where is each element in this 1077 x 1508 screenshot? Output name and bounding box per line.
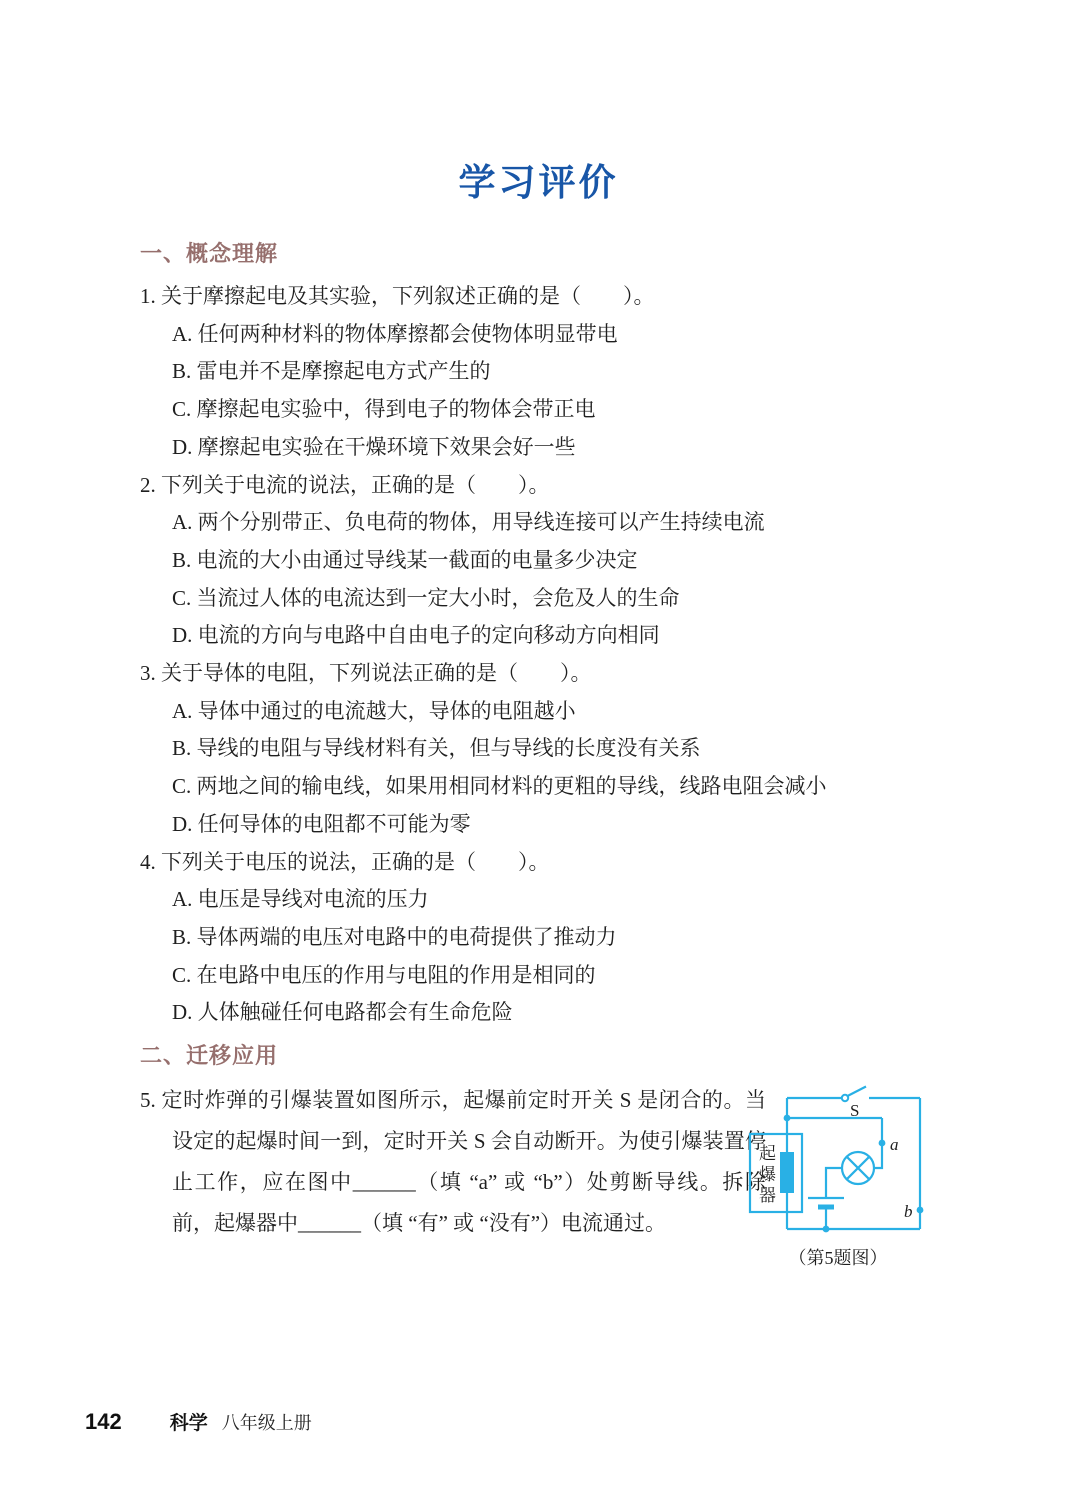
question-1-option-b: B. 雷电并不是摩擦起电方式产生的 [172,359,491,384]
question-3-option-a: A. 导体中通过的电流越大，导体的电阻越小 [172,698,576,723]
book-title: 科学 [169,1413,208,1434]
question-1-option-a: A. 任何两种材料的物体摩擦都会使物体明显带电 [172,321,618,346]
question-2-option-a: A. 两个分别带正、负电荷的物体，用导线连接可以产生持续电流 [172,510,765,535]
question-4-option-b: B. 导体两端的电压对电路中的电荷提供了推动力 [172,924,617,949]
switch-label: S [850,1101,860,1120]
question-5-text: 5. 定时炸弹的引爆装置如图所示，起爆前定时开关 S 是闭合的。当设定的起爆时间一到，定时开关 S 会自动断开。为使引爆装置停止工作，应在图中______（填 “a” 或 “b”）处剪断导线。拆除前，起爆器中______（填 “有” 或 “没有”）电流通过。 [140,1088,766,1235]
question-2-stem: 2. 下列关于电流的说法，正确的是（ ）。 [140,472,550,497]
question-4-stem: 4. 下列关于电压的说法，正确的是（ ）。 [140,849,550,874]
question-1-stem: 1. 关于摩擦起电及其实验，下列叙述正确的是（ ）。 [140,284,655,308]
question-4 [140,844,935,1033]
question-2-option-c: C. 当流过人体的电流达到一定大小时，会危及人的生命 [172,585,680,610]
question-2-option-d: D. 电流的方向与电路中自由电子的定向移动方向相同 [172,623,660,648]
detonator-element [780,1152,794,1193]
switch-lever [848,1087,867,1097]
question-1 [140,278,935,467]
point-b-label: b [904,1202,913,1221]
switch-contact-icon [842,1095,848,1101]
question-3-option-c: C. 两地之间的输电线，如果用相同材料的更粗的导线，线路电阻会减小 [172,774,827,799]
section-concept-understanding [140,240,935,1032]
question-3-option-d: D. 任何导体的电阻都不可能为零 [172,811,471,836]
point-a-label: a [890,1135,899,1154]
question-1-option-c: C. 摩擦起电实验中，得到电子的物体会带正电 [172,397,596,422]
page-title: 学习评价 [458,162,619,203]
question-3-option-b: B. 导线的电阻与导线材料有关，但与导线的长度没有关系 [172,736,701,761]
question-3 [140,655,935,844]
detonator-label: 起爆器 [756,1144,775,1207]
question-4-option-c: C. 在电路中电压的作用与电阻的作用是相同的 [172,962,596,987]
section1-heading: 一、概念理解 [140,241,279,266]
question-4-option-d: D. 人体触碰任何电路都会有生命危险 [172,1000,513,1025]
book-volume: 八年级上册 [221,1413,312,1433]
page-number: 142 [85,1409,122,1434]
section2-heading: 二、迁移应用 [140,1043,279,1068]
question-3-stem: 3. 关于导体的电阻，下列说法正确的是（ ）。 [140,661,592,686]
question-2-option-b: B. 电流的大小由通过导线某一截面的电量多少决定 [172,547,638,572]
figure-caption: （第5题图） [788,1248,888,1268]
wire-lamp-to-battery [826,1168,842,1198]
question-5-figure [742,1080,942,1270]
question-1-option-d: D. 摩擦起电实验在干燥环境下效果会好一些 [172,434,576,459]
page-footer [85,1408,312,1435]
question-2 [140,467,935,656]
lamp-icon [842,1152,874,1184]
question-4-option-a: A. 电压是导线对电流的压力 [172,887,429,912]
